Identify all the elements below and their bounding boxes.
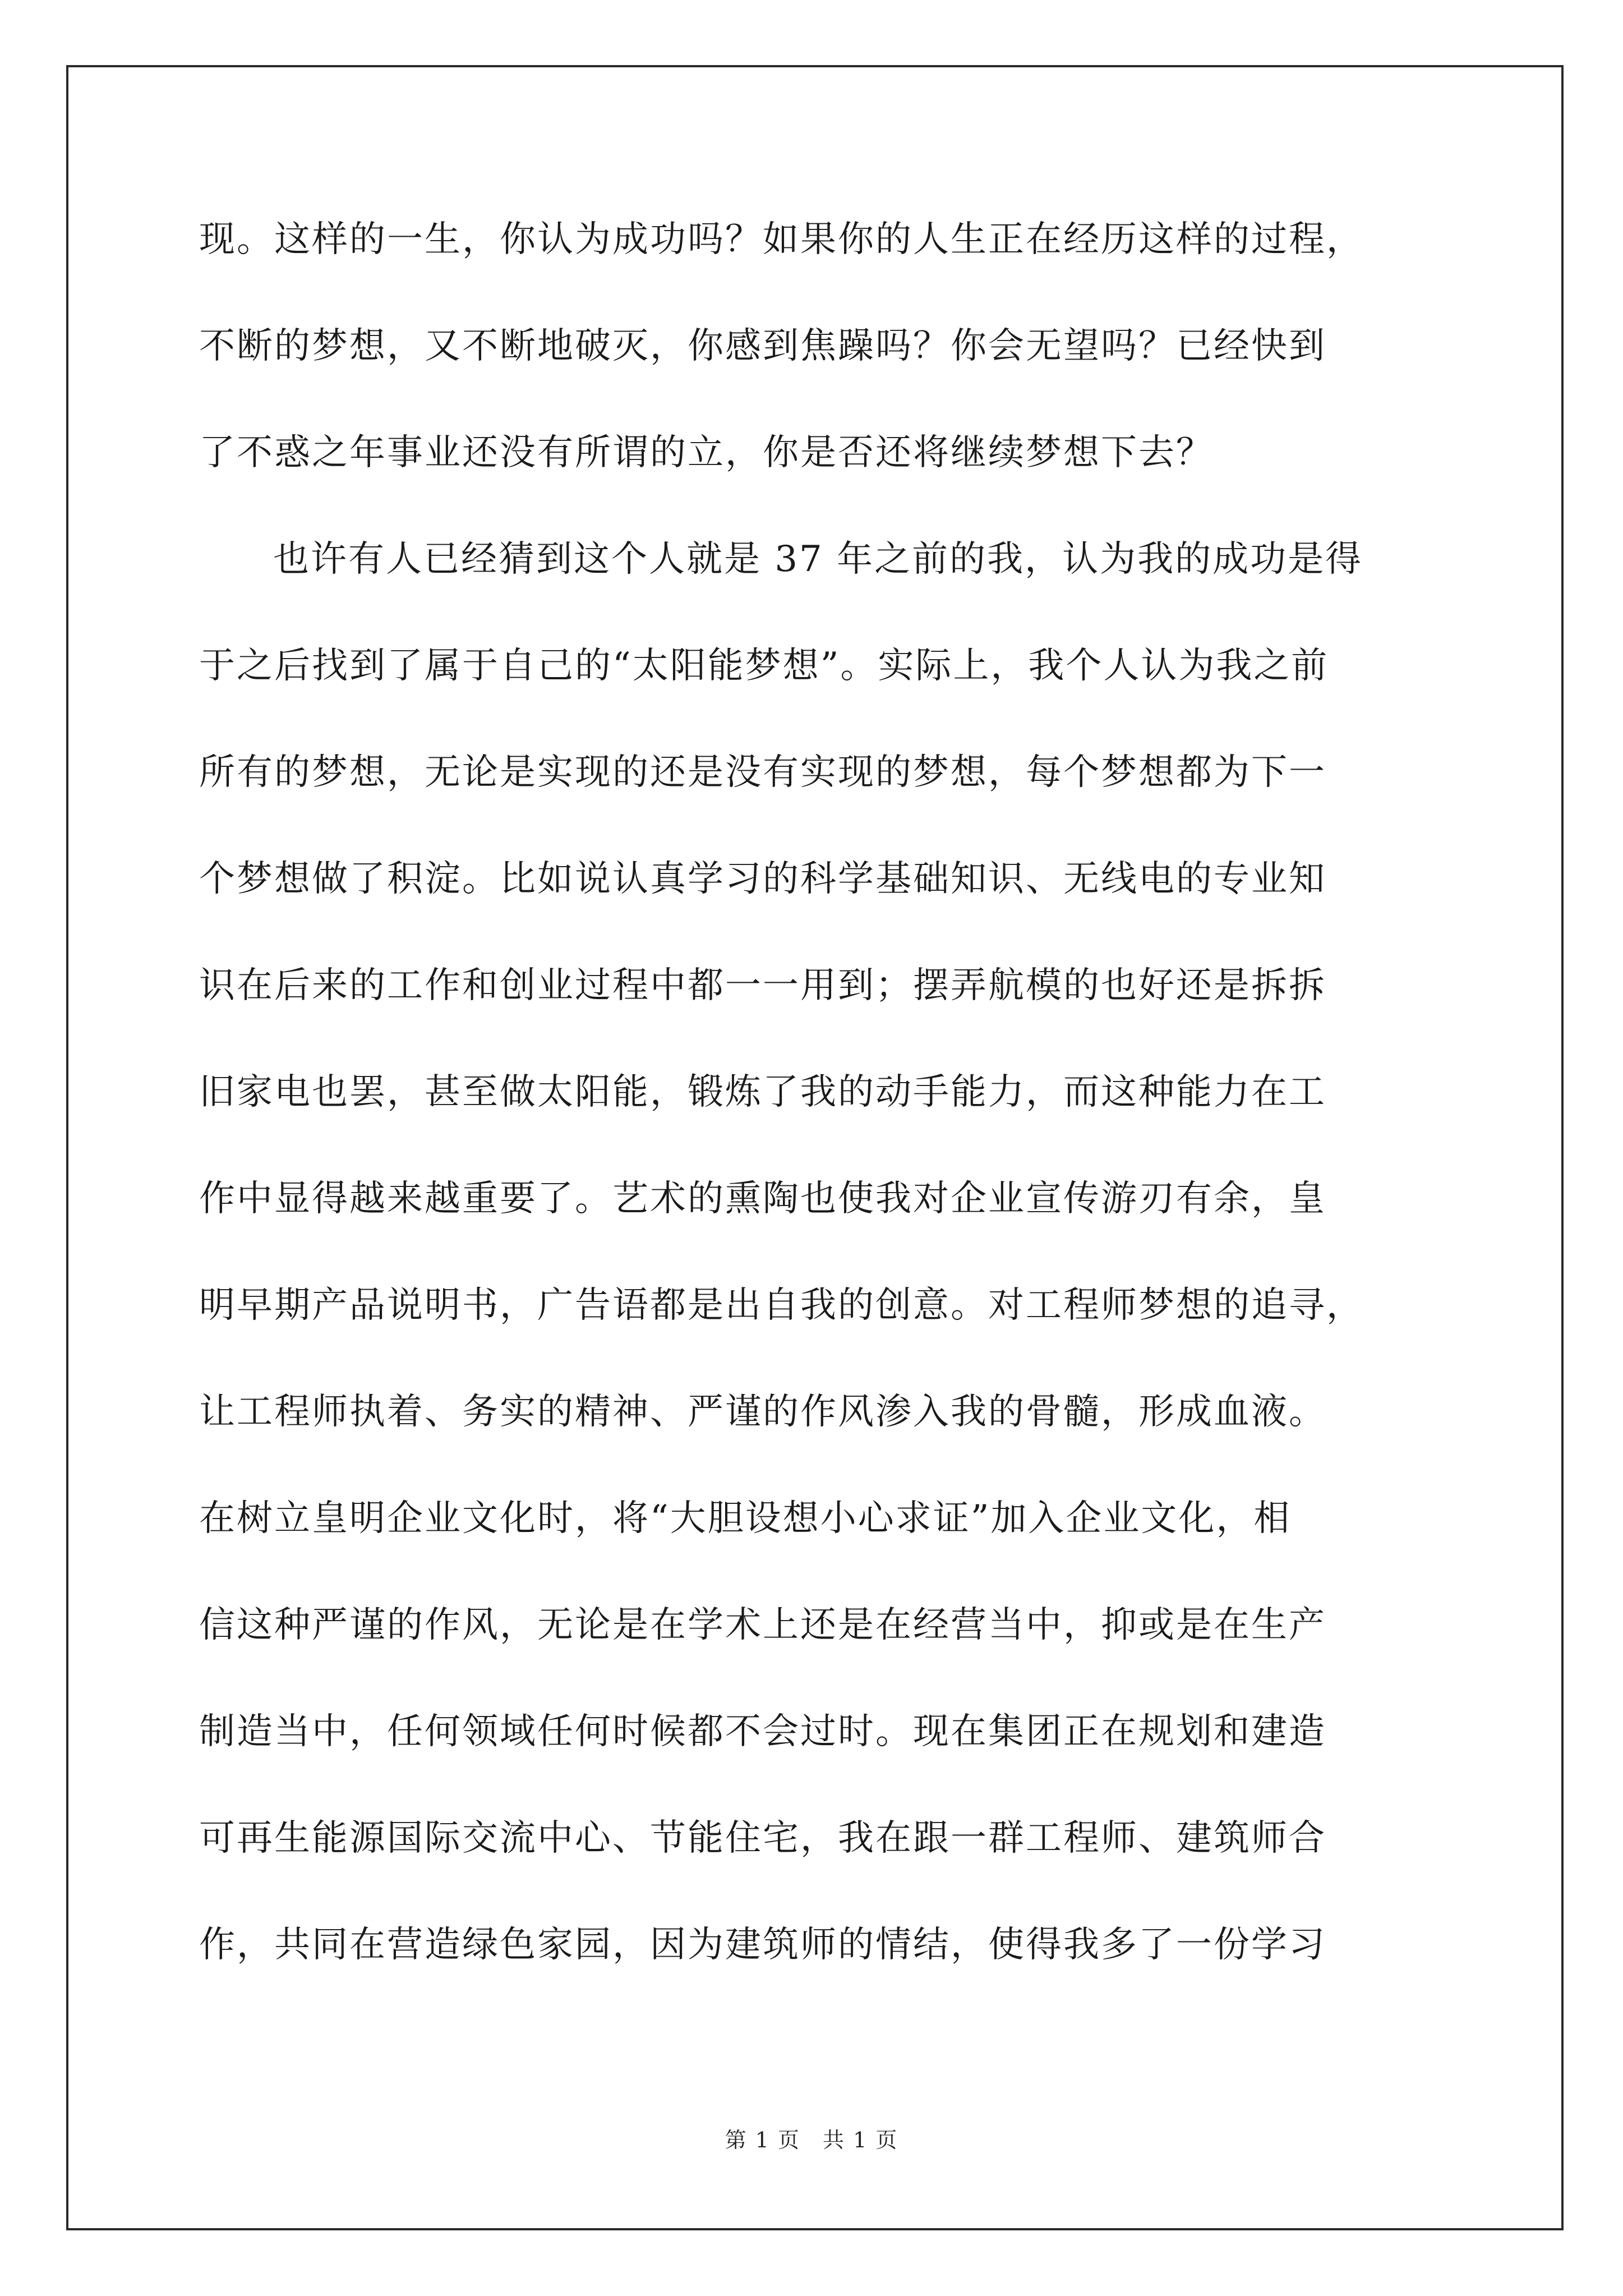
text-line-1: 现。这样的一生，你认为成功吗？如果你的人生正在经历这样的过程， — [199, 219, 1364, 260]
text-line-14: 信这种严谨的作风，无论是在学术上还是在经营当中，抑或是在生产 — [199, 1604, 1326, 1646]
text-line-5: 于之后找到了属于自己的“太阳能梦想”。实际上，我个人认为我之前 — [199, 645, 1329, 687]
page-footer: 第 1 页 共 1 页 — [725, 2128, 898, 2152]
text-line-13: 在树立皇明企业文化时，将“大胆设想小心求证”加入企业文化，相 — [199, 1498, 1292, 1539]
text-line-6: 所有的梦想，无论是实现的还是没有实现的梦想，每个梦想都为下一 — [199, 752, 1326, 793]
document-body — [199, 213, 1444, 2025]
text-line-16: 可再生能源国际交流中心、节能住宅，我在跟一群工程师、建筑师合 — [199, 1818, 1326, 1859]
text-line-9: 旧家电也罢，甚至做太阳能，锻炼了我的动手能力，而这种能力在工 — [199, 1071, 1326, 1113]
text-line-4: 也许有人已经猜到这个人就是 37 年之前的我，认为我的成功是得 — [273, 539, 1363, 580]
text-line-12: 让工程师执着、务实的精神、严谨的作风渗入我的骨髓，形成血液。 — [199, 1391, 1326, 1433]
text-line-11: 明早期产品说明书，广告语都是出自我的创意。对工程师梦想的追寻， — [199, 1285, 1364, 1326]
text-line-3: 了不惑之年事业还没有所谓的立，你是否还将继续梦想下去？ — [199, 432, 1214, 473]
text-line-2: 不断的梦想，又不断地破灭，你感到焦躁吗？你会无望吗？已经快到 — [199, 325, 1326, 367]
text-line-15: 制造当中，任何领域任何时候都不会过时。现在集团正在规划和建造 — [199, 1711, 1326, 1752]
text-line-8: 识在后来的工作和创业过程中都一一用到；摆弄航模的也好还是拆拆 — [199, 965, 1326, 1006]
text-line-17: 作，共同在营造绿色家园，因为建筑师的情结，使得我多了一份学习 — [199, 1924, 1326, 1966]
text-line-10: 作中显得越来越重要了。艺术的熏陶也使我对企业宣传游刃有余，皇 — [199, 1178, 1326, 1220]
text-line-7: 个梦想做了积淀。比如说认真学习的科学基础知识、无线电的专业知 — [199, 858, 1326, 900]
